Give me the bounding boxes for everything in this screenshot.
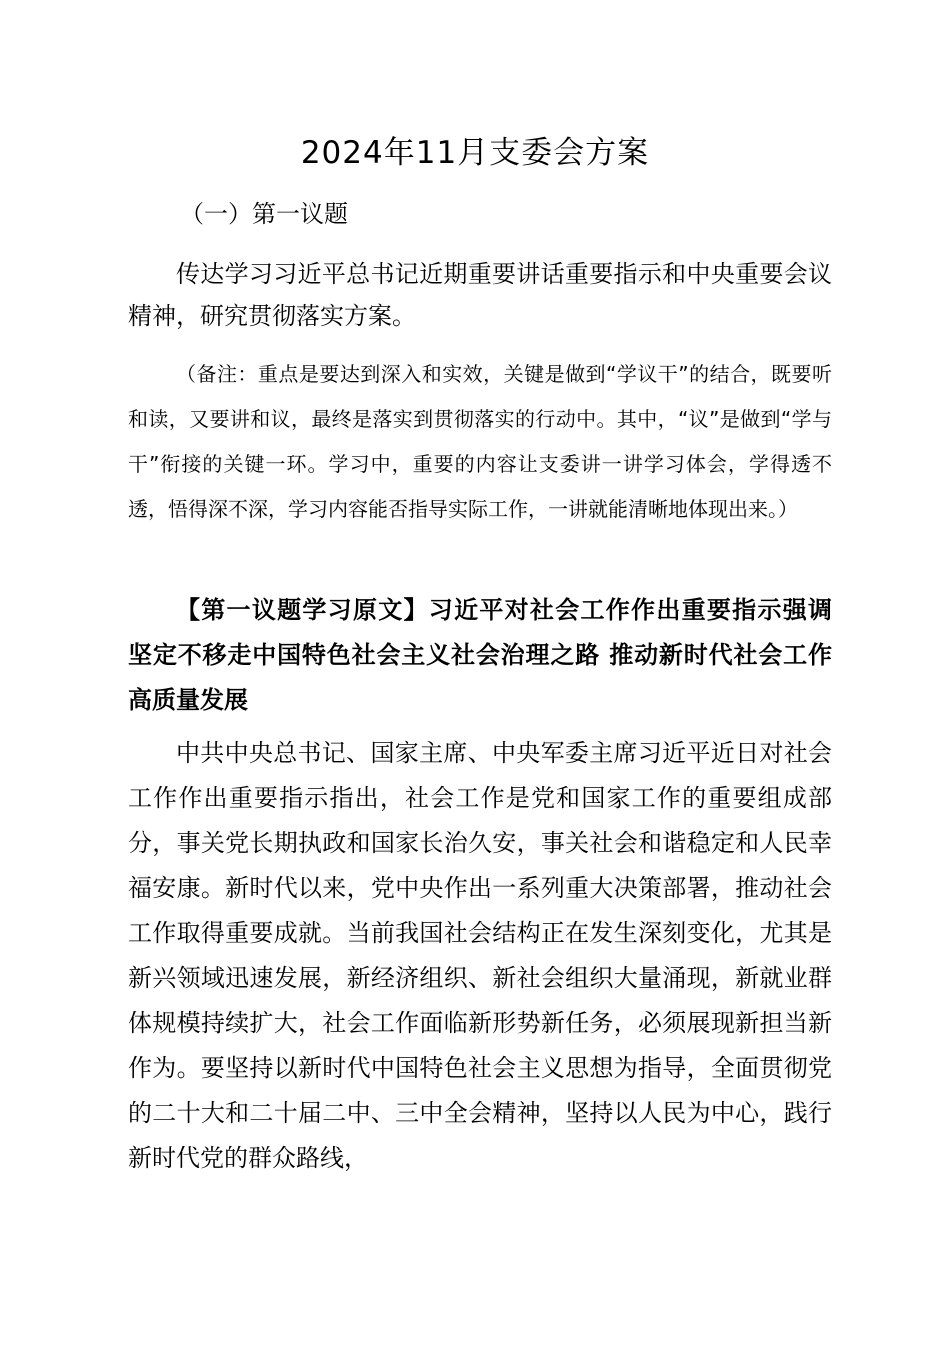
study-heading: 【第一议题学习原文】习近平对社会工作作出重要指示强调 坚定不移走中国特色社会主义社会治理之路 推动新时代社会工作高质量发展 xyxy=(128,596,832,714)
section-heading: （一）第一议题 xyxy=(180,200,348,228)
document-title: 2024年11月支委会方案 xyxy=(300,135,650,171)
note-paragraph: （备注：重点是要达到深入和实效，关键是做到“学议干”的结合，既要听和读，又要讲和议，最终是落实到贯彻落实的行动中。其中，“议”是做到“学与干”衔接的关键一环。学习中，重要的内容让支委讲一讲学习体会，学得透不透，悟得深不深，学习内容能否指导实际工作，一讲就能清晰地体现出来。） xyxy=(128,362,832,521)
intro-paragraph: 传达学习习近平总书记近期重要讲话重要指示和中央重要会议精神，研究贯彻落实方案。 xyxy=(128,260,832,330)
body-paragraph: 中共中央总书记、国家主席、中央军委主席习近平近日对社会工作作出重要指示指出，社会工作是党和国家工作的重要组成部分，事关党长期执政和国家长治久安，事关社会和谐稳定和人民幸福安康。新时代以来，党中央作出一系列重大决策部署，推动社会工作取得重要成就。当前我国社会结构正在发生深刻变化，尤其是新兴领域迅速发展，新经济组织、新社会组织大量涌现，新就业群体规模持续扩大，社会工作面临新形势新任务，必须展现新担当新作为。要坚持以新时代中国特色社会主义思想为指导，全面贯彻党的二十大和二十届二中、三中全会精神，坚持以人民为中心，践行新时代党的群众路线， xyxy=(128,739,832,1172)
